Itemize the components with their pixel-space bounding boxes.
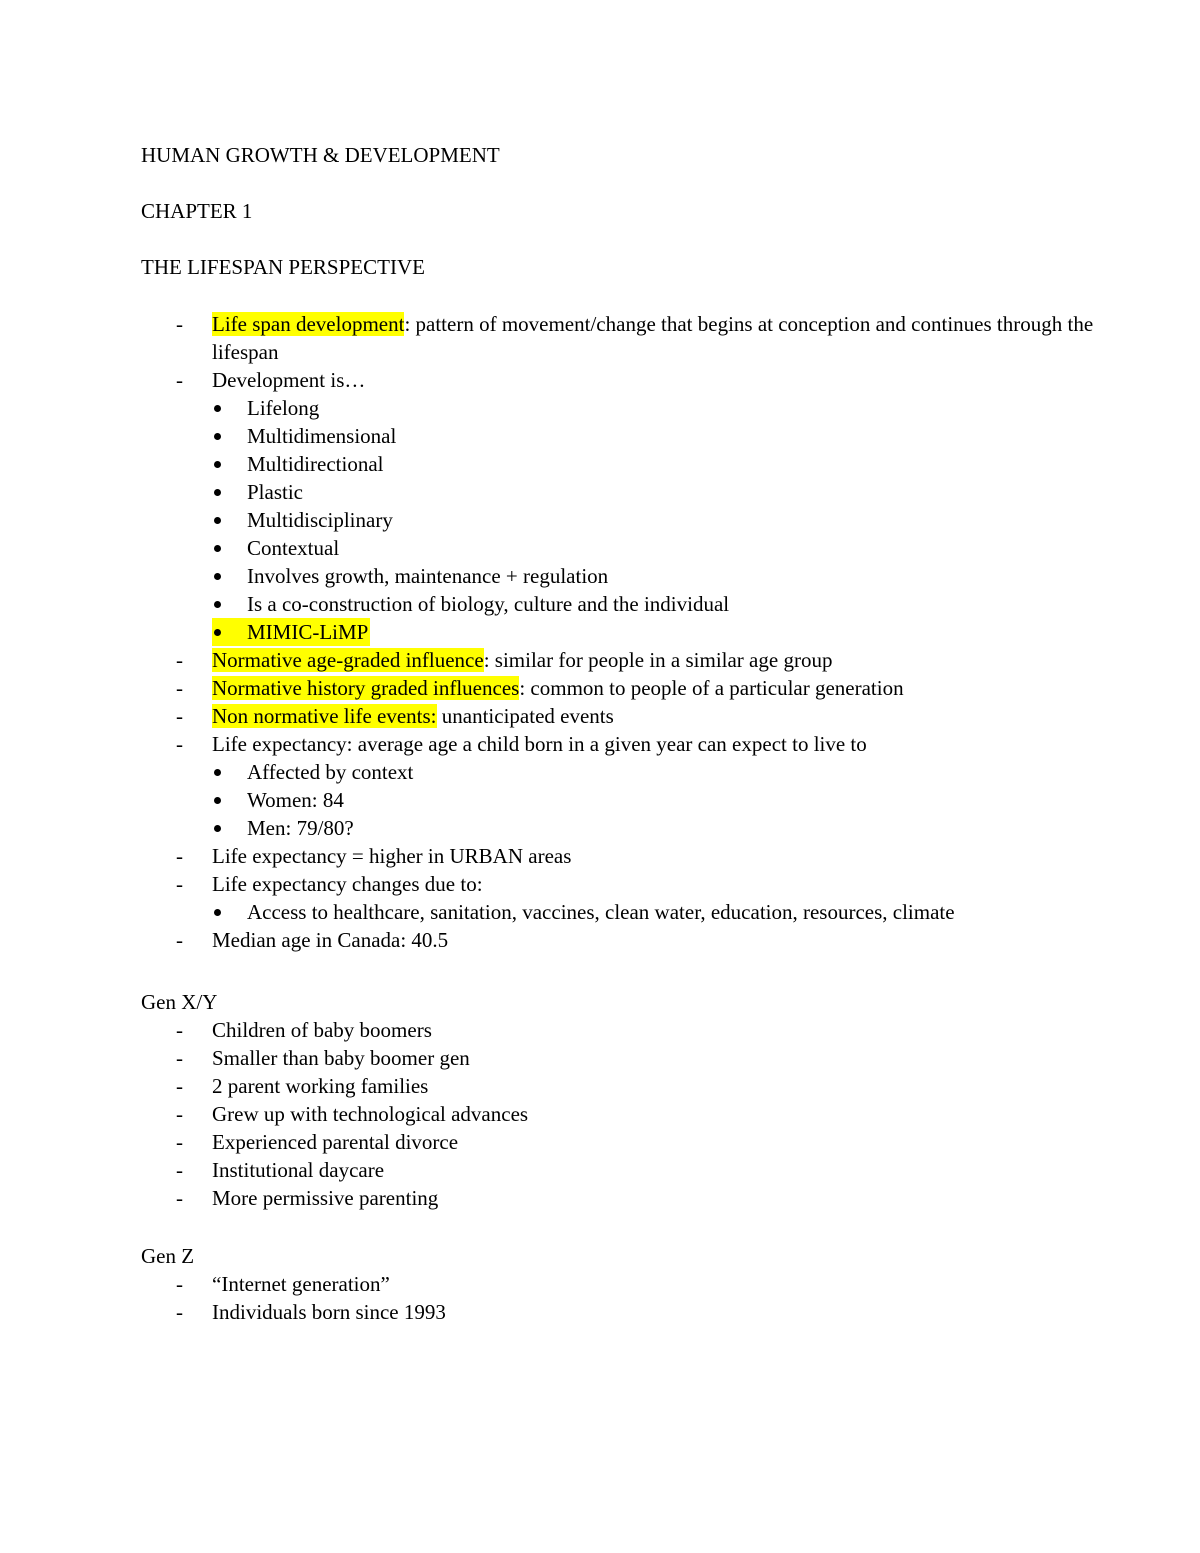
bullet-icon: [214, 629, 221, 636]
list-item-normative-history: [141, 674, 1101, 702]
definition-text: : common to people of a particular generation: [519, 676, 904, 700]
bullet-icon: [214, 489, 221, 496]
dash-marker: -: [176, 1074, 183, 1098]
bullet-icon: [214, 461, 221, 468]
list-item-text: Life expectancy = higher in URBAN areas: [212, 844, 572, 868]
mnemonic-highlight: [212, 618, 370, 646]
list-item-median-age: [141, 926, 1101, 954]
bullet-text: Contextual: [247, 536, 340, 560]
document-title: HUMAN GROWTH & DEVELOPMENT: [141, 143, 500, 167]
bullet-icon: [214, 909, 221, 916]
bullet-item: [141, 478, 1101, 506]
bullet-item: [141, 422, 1101, 450]
bullet-icon: [214, 769, 221, 776]
list-item-text: Individuals born since 1993: [212, 1300, 446, 1324]
bullet-text: Lifelong: [247, 396, 320, 420]
list-item-text: Life expectancy changes due to:: [212, 872, 483, 896]
list-item-development-is: [141, 366, 1101, 394]
bullet-text: Involves growth, maintenance + regulation: [247, 564, 609, 588]
dash-marker: -: [176, 928, 183, 952]
list-item-text: More permissive parenting: [212, 1186, 439, 1210]
definition-text: : pattern of movement/change that begins at conception and continues through the lifespan: [212, 312, 1094, 364]
list-item-normative-age: [141, 646, 1101, 674]
list-item-text: Grew up with technological advances: [212, 1102, 529, 1126]
bullet-icon: [214, 601, 221, 608]
bullet-item: [141, 394, 1101, 422]
mnemonic-text: MIMIC-LiMP: [247, 620, 369, 644]
list-item-text: Life expectancy: average age a child born in a given year can expect to live to: [212, 732, 867, 756]
list-item-text: Experienced parental divorce: [212, 1130, 459, 1154]
gen-xy-heading: Gen X/Y: [141, 990, 218, 1014]
list-item: [141, 1128, 1101, 1156]
list-item: [141, 1184, 1101, 1212]
list-item-text: Institutional daycare: [212, 1158, 385, 1182]
dash-marker: -: [176, 1186, 183, 1210]
bullet-item: [141, 590, 1101, 618]
bullet-item: [141, 450, 1101, 478]
bullet-item: [141, 786, 1101, 814]
dash-marker: -: [176, 704, 183, 728]
list-item-text: “Internet generation”: [212, 1272, 390, 1296]
bullet-icon: [214, 517, 221, 524]
bullet-text: Access to healthcare, sanitation, vaccines, clean water, education, resources, climate: [247, 900, 955, 924]
gen-xy-list: [141, 1016, 1101, 1212]
list-item: [141, 1298, 1101, 1326]
list-item-urban: [141, 842, 1101, 870]
list-item: [141, 1072, 1101, 1100]
dash-marker: -: [176, 676, 183, 700]
bullet-text: Women: 84: [247, 788, 344, 812]
list-item-text: Children of baby boomers: [212, 1018, 432, 1042]
list-item: [141, 1044, 1101, 1072]
list-item: [141, 1156, 1101, 1184]
dash-marker: -: [176, 1130, 183, 1154]
bullet-icon: [214, 573, 221, 580]
bullet-item: [141, 562, 1101, 590]
dash-marker: -: [176, 1102, 183, 1126]
list-item-text: Median age in Canada: 40.5: [212, 928, 449, 952]
bullet-text: Men: 79/80?: [247, 816, 354, 840]
dash-marker: -: [176, 368, 183, 392]
list-item-changes: [141, 870, 1101, 898]
bullet-text: Multidisciplinary: [247, 508, 393, 532]
dash-marker: -: [176, 1018, 183, 1042]
dash-marker: -: [176, 1046, 183, 1070]
bullet-item-mnemonic: [141, 618, 1101, 646]
highlighted-term: Normative age-graded influence: [212, 648, 484, 672]
bullet-text: Multidimensional: [247, 424, 397, 448]
gen-z-heading: Gen Z: [141, 1244, 195, 1268]
list-item: [141, 1270, 1101, 1298]
bullet-item: [141, 898, 1101, 926]
dash-marker: -: [176, 1158, 183, 1182]
list-item-text: 2 parent working families: [212, 1074, 429, 1098]
dash-marker: -: [176, 1300, 183, 1324]
list-item-text: Development is…: [212, 368, 366, 392]
gen-z-list: [141, 1270, 1101, 1326]
section-title: THE LIFESPAN PERSPECTIVE: [141, 255, 425, 279]
highlighted-term: Life span development: [212, 312, 405, 336]
dash-marker: -: [176, 648, 183, 672]
list-item-life-expectancy: [141, 730, 1101, 758]
bullet-icon: [214, 405, 221, 412]
chapter-heading: CHAPTER 1: [141, 199, 253, 223]
dash-marker: -: [176, 1272, 183, 1296]
definition-text: unanticipated events: [436, 704, 614, 728]
bullet-icon: [214, 545, 221, 552]
bullet-icon: [214, 825, 221, 832]
bullet-item: [141, 814, 1101, 842]
bullet-text: Affected by context: [247, 760, 414, 784]
bullet-item: [141, 506, 1101, 534]
bullet-item: [141, 758, 1101, 786]
bullet-icon: [214, 433, 221, 440]
dash-marker: -: [176, 844, 183, 868]
list-item-lifespan-definition: [141, 310, 1101, 366]
definition-text: : similar for people in a similar age group: [483, 648, 833, 672]
list-item: [141, 1100, 1101, 1128]
bullet-text: Is a co-construction of biology, culture and the individual: [247, 592, 730, 616]
dash-marker: -: [176, 872, 183, 896]
bullet-icon: [214, 797, 221, 804]
dash-marker: -: [176, 312, 183, 336]
highlighted-term: Normative history graded influences: [212, 676, 520, 700]
bullet-item: [141, 534, 1101, 562]
list-item: [141, 1016, 1101, 1044]
dash-marker: -: [176, 732, 183, 756]
highlighted-term: Non normative life events:: [212, 704, 437, 728]
list-item-non-normative: [141, 702, 1101, 730]
list-item-text: Smaller than baby boomer gen: [212, 1046, 470, 1070]
lifespan-list: [141, 310, 1101, 954]
bullet-text: Plastic: [247, 480, 303, 504]
bullet-text: Multidirectional: [247, 452, 384, 476]
